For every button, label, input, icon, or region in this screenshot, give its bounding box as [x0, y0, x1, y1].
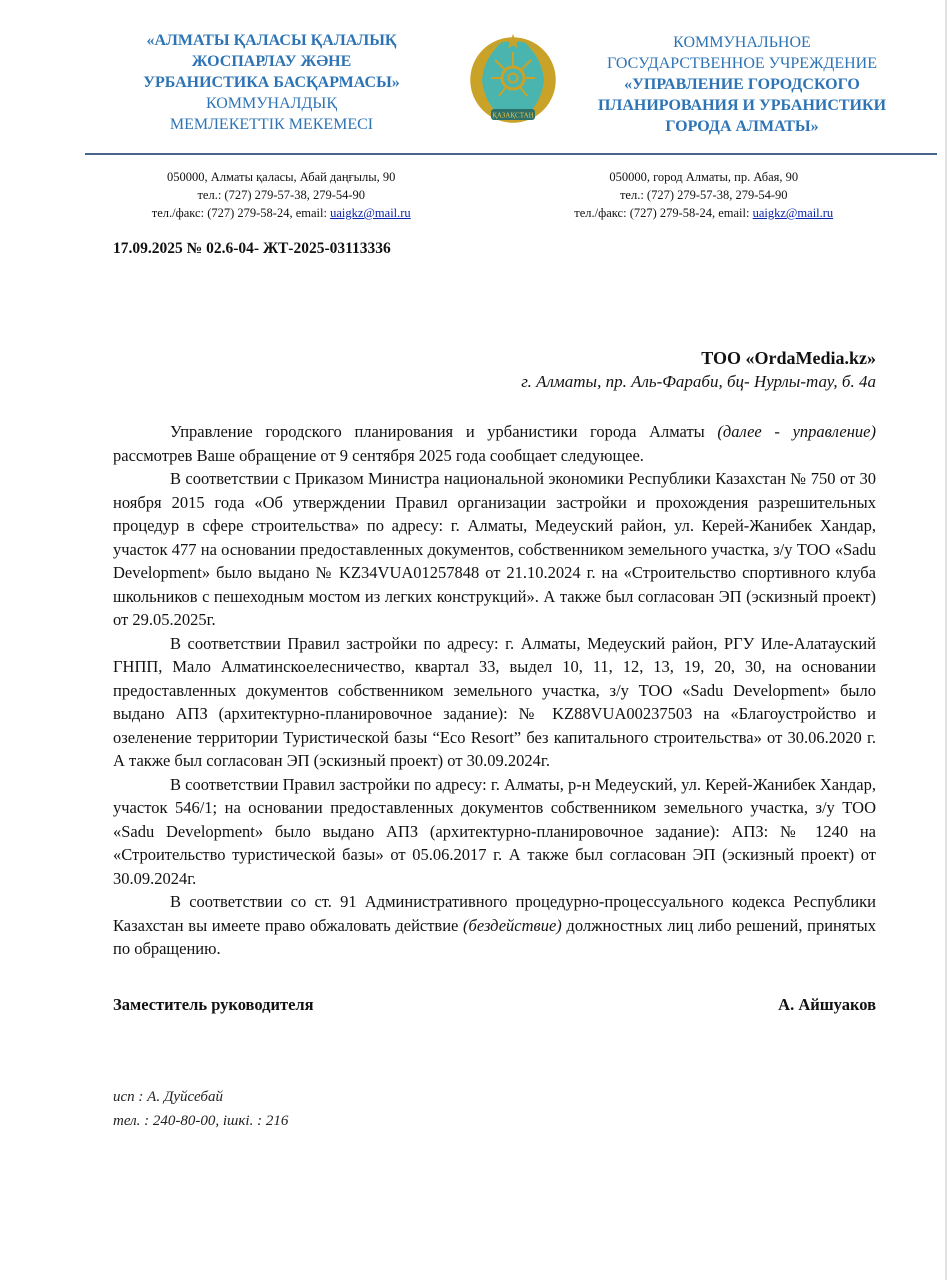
text-run: рассмотрев Ваше обращение от 9 сентября 2025 года сообщает следующее.	[113, 445, 644, 465]
executor-phone: тел. : 240-80-00, ішкі. : 216	[113, 1112, 289, 1129]
contact-fax: тел./факс: (727) 279-58-24, email:	[574, 206, 753, 220]
org-russian-line: ГОРОДА АЛМАТЫ»	[665, 118, 819, 135]
executor-block	[113, 1085, 945, 1133]
contact-fax-email	[493, 204, 916, 222]
text-run: В соответствии со ст. 91 Административного процедурно-процессуального кодекса Республики Казахстан вы имеете право обжаловать действие	[113, 892, 876, 935]
contact-phone: тел.: (727) 279-57-38, 279-54-90	[619, 188, 788, 202]
contact-block	[0, 155, 945, 222]
text-run: должностных лиц либо решений, принятых по обращению.	[113, 915, 876, 958]
contact-address: 050000, город Алматы, пр. Абая, 90	[609, 170, 799, 184]
contact-fax: тел./факс: (727) 279-58-24, email:	[151, 206, 331, 220]
body-paragraph	[113, 773, 876, 891]
org-kazakh-line: ЖОСПАРЛАУ ЖӘНЕ	[191, 53, 352, 70]
signer-name: А. Айшуаков	[778, 994, 876, 1014]
body-paragraph	[113, 890, 876, 961]
letterhead	[0, 0, 945, 137]
contact-russian	[493, 168, 916, 222]
body-paragraph	[113, 467, 876, 632]
org-kazakh-line: УРБАНИСТИКА БАСҚАРМАСЫ»	[143, 74, 400, 91]
org-kazakh-line: МЕМЛЕКЕТТІК МЕКЕМЕСІ	[169, 116, 374, 133]
text-run-italic: (бездействие)	[463, 915, 562, 935]
org-russian-line: ПЛАНИРОВАНИЯ И УРБАНИСТИКИ	[597, 97, 887, 114]
org-russian-line: «УПРАВЛЕНИЕ ГОРОДСКОГО	[624, 76, 860, 93]
addressee-address: г. Алматы, пр. Аль-Фараби, бц- Нурлы-тау, б. 4а	[521, 372, 876, 391]
email-link[interactable]: uaigkz@mail.ru	[752, 206, 834, 220]
reference-number: 17.09.2025 № 02.6-04- ЖТ-2025-03113336	[113, 240, 391, 257]
addressee-name: ТОО «OrdaMedia.kz»	[701, 348, 876, 368]
email-link[interactable]: uaigkz@mail.ru	[330, 206, 411, 220]
letter-body	[113, 420, 876, 961]
executor-name: исп : А. Дуйсебай	[113, 1088, 223, 1105]
org-name-kazakh	[96, 30, 447, 135]
org-kazakh-line: КОММУНАЛДЫҚ	[205, 95, 338, 112]
org-russian-line: КОММУНАЛЬНОЕ	[673, 34, 811, 51]
contact-kazakh	[70, 168, 493, 222]
org-name-russian	[577, 30, 907, 137]
addressee-block	[0, 346, 876, 394]
contact-fax-email	[70, 204, 493, 222]
text-run: Управление городского планирования и урбанистики города Алматы	[170, 422, 718, 441]
text-run: В соответствии с Приказом Министра национальной экономики Республики Казахстан № 750 от 30 ноября 2015 года «Об утверждении Правил организации застройки и прохождения разрешительных процедур в сфере строительства» по адресу: г. Алматы, Медеуский район, ул. Керей-Жанибек Хандар, участок 477 на основании предоставленных документов, собственником земельного участка, з/у ТОО «Sadu Development» было выдано № KZ34VUA01257848 от 21.10.2024 г. на «Строительство спортивного клуба школьников с пешеходным мостом из легких конструкций». А также был согласован ЭП (эскизный проект) от 29.05.2025г.	[113, 469, 876, 629]
org-kazakh-line: «АЛМАТЫ ҚАЛАСЫ ҚАЛАЛЫҚ	[146, 32, 397, 49]
contact-address: 050000, Алматы қаласы, Абай даңғылы, 90	[167, 170, 396, 184]
text-run-italic: (далее - управление)	[717, 422, 876, 441]
text-run: В соответствии Правил застройки по адресу: г. Алматы, Медеуский район, РГУ Иле-Алатауский ГНПП, Мало Алматинскоелесничество, квартал 33, выдел 10, 11, 12, 13, 19, 20, 30, на основании предоставленных документов собственником земельного участка, з/у ТОО «Sadu Development» было выдано АПЗ (архитектурно-планировочное задание): № KZ88VUA00237503 на «Благоустройство и озеленение территории Туристической базы “Eco Resort” без капитального строительства» от 30.06.2020 г. А также был согласован ЭП (эскизный проект) от 30.09.2024г.	[113, 633, 876, 770]
signature-block	[113, 995, 876, 1015]
emblem-caption: ҚАЗАҚСТАН	[492, 111, 534, 120]
org-russian-line: ГОСУДАРСТВЕННОЕ УЧРЕЖДЕНИЕ	[607, 55, 877, 72]
contact-phone: тел.: (727) 279-57-38, 279-54-90	[197, 188, 366, 202]
signer-title: Заместитель руководителя	[113, 994, 314, 1014]
body-paragraph	[113, 420, 876, 467]
text-run: В соответствии Правил застройки по адресу: г. Алматы, р-н Медеуский, ул. Керей-Жанибек Хандар, участок 546/1; на основании предоставленных документов собственником земельного участка, з/у ТОО «Sadu Development» было выдано АПЗ (архитектурно-планировочное задание): АПЗ: № 1240 на «Строительство туристической базы» от 05.06.2017 г. А также был согласован ЭП (эскизный проект) от 30.09.2024г.	[113, 774, 876, 888]
body-paragraph	[113, 632, 876, 773]
kazakhstan-emblem-icon	[463, 32, 563, 137]
